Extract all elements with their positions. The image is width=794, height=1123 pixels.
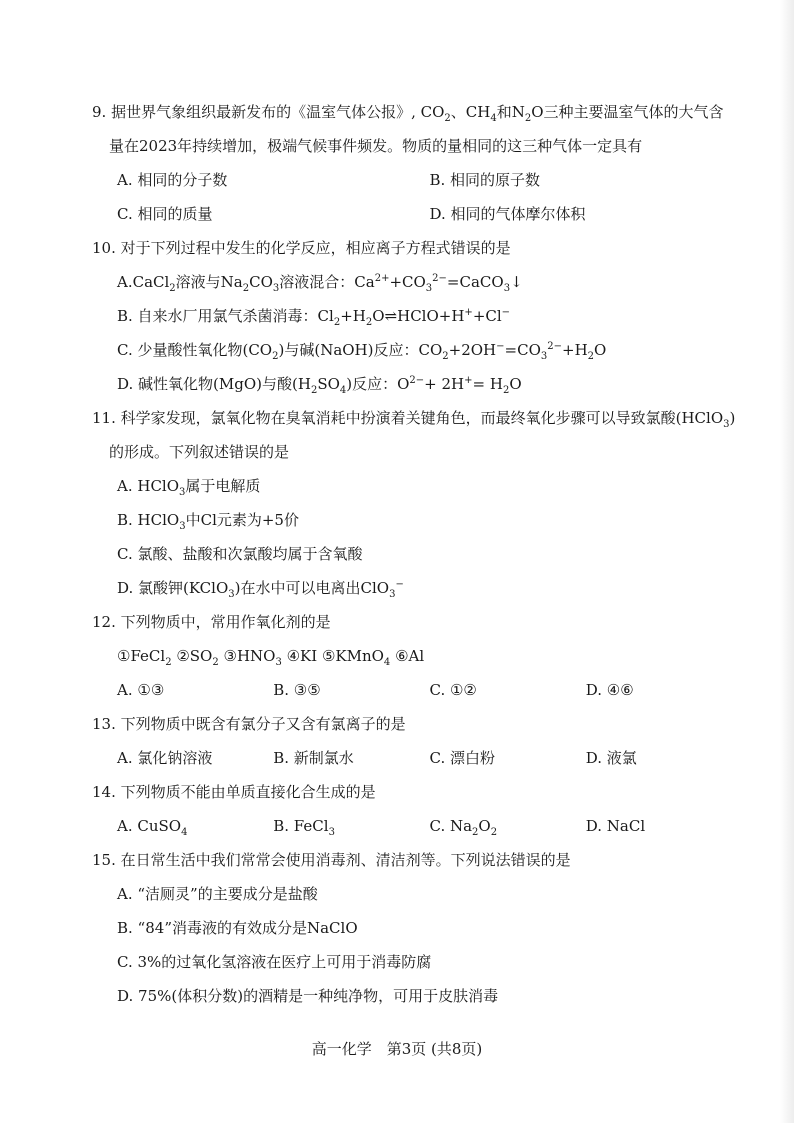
question	[92, 843, 742, 1013]
question-stem-continued: 量在2023年持续增加，极端气候事件频发。物质的量相同的这三种气体一定具有	[109, 137, 643, 155]
question	[92, 775, 742, 843]
options-row	[92, 197, 742, 231]
answer-option: C. 相同的质量	[117, 205, 213, 223]
options-row	[92, 673, 742, 707]
answer-option: B. ③⑤	[273, 681, 321, 699]
answer-option: A. CuSO$_4$	[117, 817, 188, 838]
question-stem: 11. 科学家发现，氯氧化物在臭氧消耗中扮演着关键角色，而最终氧化步骤可以导致氯酸(HClO$_3$)	[92, 409, 736, 430]
answer-option: D. 75%(体积分数)的酒精是一种纯净物，可用于皮肤消毒	[117, 987, 499, 1005]
answer-option: C. 3%的过氧化氢溶液在医疗上可用于消毒防腐	[117, 953, 432, 971]
answer-option: C. 漂白粉	[429, 749, 495, 767]
answer-option: A. ①③	[117, 681, 165, 699]
answer-option: B. HClO$_3$中Cl元素为+5价	[117, 511, 299, 532]
answer-option: D. ④⑥	[585, 681, 634, 699]
answer-option: D. 液氯	[585, 749, 637, 767]
question-stem: 9. 据世界气象组织最新发布的《温室气体公报》, $CO_2$、$CH_4$和$N_2O$三种主要温室气体的大气含	[92, 103, 724, 124]
question-stem: 10. 对于下列过程中发生的化学反应，相应离子方程式错误的是	[92, 239, 511, 257]
answer-option: D. 氯酸钾(KClO$_3$)在水中可以电离出ClO$_3$−	[117, 579, 404, 600]
options-row	[92, 741, 742, 775]
answer-option: B. “84”消毒液的有效成分是NaClO	[117, 919, 358, 937]
question-stem: 13. 下列物质中既含有氯分子又含有氯离子的是	[92, 715, 406, 733]
question	[92, 707, 742, 775]
answer-option: A. HClO$_3$属于电解质	[117, 477, 261, 498]
answer-option: C. $Na_2O_2$	[429, 817, 498, 838]
answer-option: B. 相同的原子数	[429, 171, 541, 189]
page-edge-shadow	[780, 0, 794, 1123]
answer-option: D. 碱性氧化物(MgO)与酸$(H_2SO_4)$反应：$O^{2-}+ 2H^+= H_2O$	[117, 375, 522, 396]
answer-option: A. 相同的分子数	[117, 171, 228, 189]
question-stem-continued: 的形成。下列叙述错误的是	[109, 443, 290, 461]
question-stem: 14. 下列物质不能由单质直接化合生成的是	[92, 783, 376, 801]
question-substance-list: ①FeCl$_2$ $②SO_2$ $③HNO_3$ ④KI ⑤KMnO$_4$ ⑥Al	[117, 647, 425, 668]
answer-option: B. 自来水厂用氯气杀菌消毒：$Cl_2+H_2O\rightleftharpoons HClO+H^++Cl^-$	[117, 307, 511, 328]
options-row	[92, 809, 742, 843]
answer-option: B. 新制氯水	[273, 749, 354, 767]
answer-option: C. 氯酸、盐酸和次氯酸均属于含氧酸	[117, 545, 363, 563]
options-row	[92, 163, 742, 197]
question-stem: 12. 下列物质中，常用作氧化剂的是	[92, 613, 331, 631]
question-list	[92, 95, 742, 1013]
question	[92, 95, 742, 231]
page-footer: 高一化学 第3页 (共8页)	[311, 1040, 483, 1058]
answer-option: D. 相同的气体摩尔体积	[429, 205, 586, 223]
answer-option: C. 少量酸性氧化物$(CO_2)$与碱(NaOH)反应：$CO_2+2OH^-=CO_3^{2-}+H_2O$	[117, 341, 607, 362]
answer-option: C. ①②	[429, 681, 477, 699]
question	[92, 231, 742, 401]
question	[92, 605, 742, 707]
answer-option: A. “洁厕灵”的主要成分是盐酸	[117, 885, 318, 903]
answer-option: B. FeCl$_3$	[273, 817, 335, 838]
answer-option: D. NaCl	[585, 817, 646, 835]
answer-option: A. 氯化钠溶液	[117, 749, 213, 767]
answer-option: A.CaCl$_2$溶液与$Na_2CO_3$溶液混合：$Ca^{2+}+CO_3^{2-}=CaCO_3↓$	[117, 273, 523, 294]
question	[92, 401, 742, 605]
question-stem: 15. 在日常生活中我们常常会使用消毒剂、清洁剂等。下列说法错误的是	[92, 851, 571, 869]
